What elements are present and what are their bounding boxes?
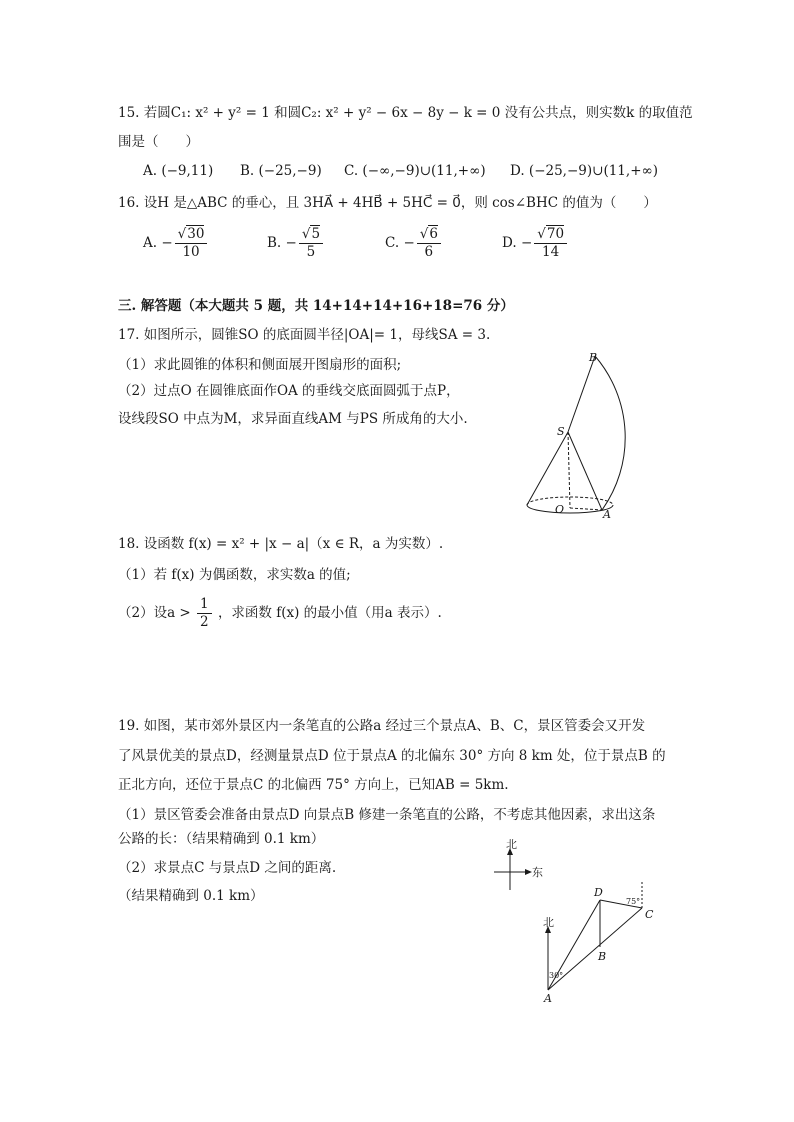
q19-part1a: （1）景区管委会准备由景点D 向景点B 修建一条笔直的公路，不考虑其他因素，求出这条 <box>118 807 656 823</box>
angle-75-label: 75° <box>626 897 641 906</box>
label-b: B <box>589 351 598 364</box>
triangle-figure <box>530 878 660 1008</box>
q18-part2-suffix: ，求函数 f(x) 的最小值（用a 表示）. <box>217 605 442 621</box>
generatrix-bs <box>568 356 595 432</box>
fraction-half <box>197 596 212 631</box>
numerator: 6 <box>429 226 438 242</box>
q17-part2a: （2）过点O 在圆锥底面作OA 的垂线交底面圆弧于点P， <box>118 383 460 399</box>
cone-figure <box>515 345 685 525</box>
q15-line1: 15. 若圆C₁: x² + y² = 1 和圆C₂: x² + y² − 6x − 8y − k = 0 没有公共点，则实数k 的取值范 <box>118 105 693 121</box>
option-letter: D. <box>502 235 517 251</box>
q15-option-b: B. (−25,−9) <box>240 163 322 179</box>
denominator: 2 <box>200 614 209 630</box>
denominator: 10 <box>182 244 200 260</box>
minus-sign: − <box>520 235 533 251</box>
q19-part2: （2）求景点C 与景点D 之间的距离. <box>118 860 337 876</box>
q16-option-c <box>385 226 443 261</box>
section3-title: 三. 解答题（本大题共 5 题，共 14+14+14+16+18=76 分） <box>118 298 514 314</box>
numerator: 30 <box>187 226 205 242</box>
sector-arc <box>595 356 625 510</box>
q16-stem: 16. 设H 是△ABC 的垂心，且 3HA⃗ + 4HB⃗ + 5HC⃗ = 0⃗，则 cos∠BHC 的值为（ ） <box>118 195 657 211</box>
q16-option-a <box>143 226 209 261</box>
q18-stem: 18. 设函数 f(x) = x² + |x − a|（x ∈ R，a 为实数）. <box>118 536 444 552</box>
east-arrow-icon <box>525 869 532 875</box>
fraction: $\frac{√70}{14}$ <box>534 226 567 261</box>
q17-stem: 17. 如图所示，圆锥SO 的底面圆半径|OA|= 1，母线SA = 3. <box>118 327 491 343</box>
option-letter: C. <box>385 235 400 251</box>
angle-30-label: 30° <box>549 971 564 980</box>
fig-north-label: 北 <box>543 916 554 929</box>
label-c: C <box>645 908 654 921</box>
radius-oa <box>570 508 602 510</box>
numerator: 70 <box>546 226 565 242</box>
compass-north-label: 北 <box>506 838 517 851</box>
cone-side-left <box>527 432 568 505</box>
q16-option-b <box>267 226 325 261</box>
label-a: A <box>544 992 552 1005</box>
q15-option-c: C. (−∞,−9)∪(11,+∞) <box>344 163 486 179</box>
minus-sign: − <box>161 235 173 251</box>
label-d: D <box>594 886 603 899</box>
q19-part2-note: （结果精确到 0.1 km） <box>118 888 264 904</box>
numerator: 1 <box>197 596 212 614</box>
minus-sign: − <box>403 235 415 251</box>
q15-option-a: A. (−9,11) <box>143 163 214 179</box>
q17-part1: （1）求此圆锥的体积和侧面展开图扇形的面积; <box>118 357 402 373</box>
fraction: $\frac{√5}{5}$ <box>299 226 323 261</box>
denominator: 6 <box>424 244 434 260</box>
fraction: $\frac{√30}{10}$ <box>175 226 208 261</box>
option-letter: A. <box>143 235 158 251</box>
q19-line3: 正北方向，还位于景点C 的北偏西 75° 方向上，已知AB = 5km. <box>118 777 509 793</box>
numerator: 5 <box>311 226 321 242</box>
q19-line2: 了风景优美的景点D，经测量景点D 位于景点A 的北偏东 30° 方向 8 km 处，位于景点B 的 <box>118 748 666 764</box>
compass-east-label: 东 <box>532 866 543 879</box>
q15-option-d: D. (−25,−9)∪(11,+∞) <box>510 163 659 179</box>
q18-part2 <box>118 596 442 631</box>
q16-option-d <box>502 226 569 261</box>
q18-part2-prefix: （2）设a > <box>118 605 191 621</box>
q19-line1: 19. 如图，某市郊外景区内一条笔直的公路a 经过三个景点A、B、C，景区管委会又开发 <box>118 718 646 734</box>
q18-part1: （1）若 f(x) 为偶函数，求实数a 的值; <box>118 567 351 583</box>
label-o: O <box>555 503 565 516</box>
height-so <box>568 432 570 508</box>
denominator: 14 <box>542 244 560 260</box>
label-a: A <box>603 508 611 521</box>
label-b: B <box>598 950 607 963</box>
q15-line2: 围是（ ） <box>118 134 199 150</box>
minus-sign: − <box>285 235 297 251</box>
q19-part1b: 公路的长：（结果精确到 0.1 km） <box>118 831 325 847</box>
fraction: $\frac{√6}{6}$ <box>417 226 441 261</box>
label-s: S <box>557 425 565 438</box>
denominator: 5 <box>306 244 316 260</box>
option-letter: B. <box>267 235 282 251</box>
q17-part2b: 设线段SO 中点为M，求异面直线AM 与PS 所成角的大小. <box>118 411 468 427</box>
